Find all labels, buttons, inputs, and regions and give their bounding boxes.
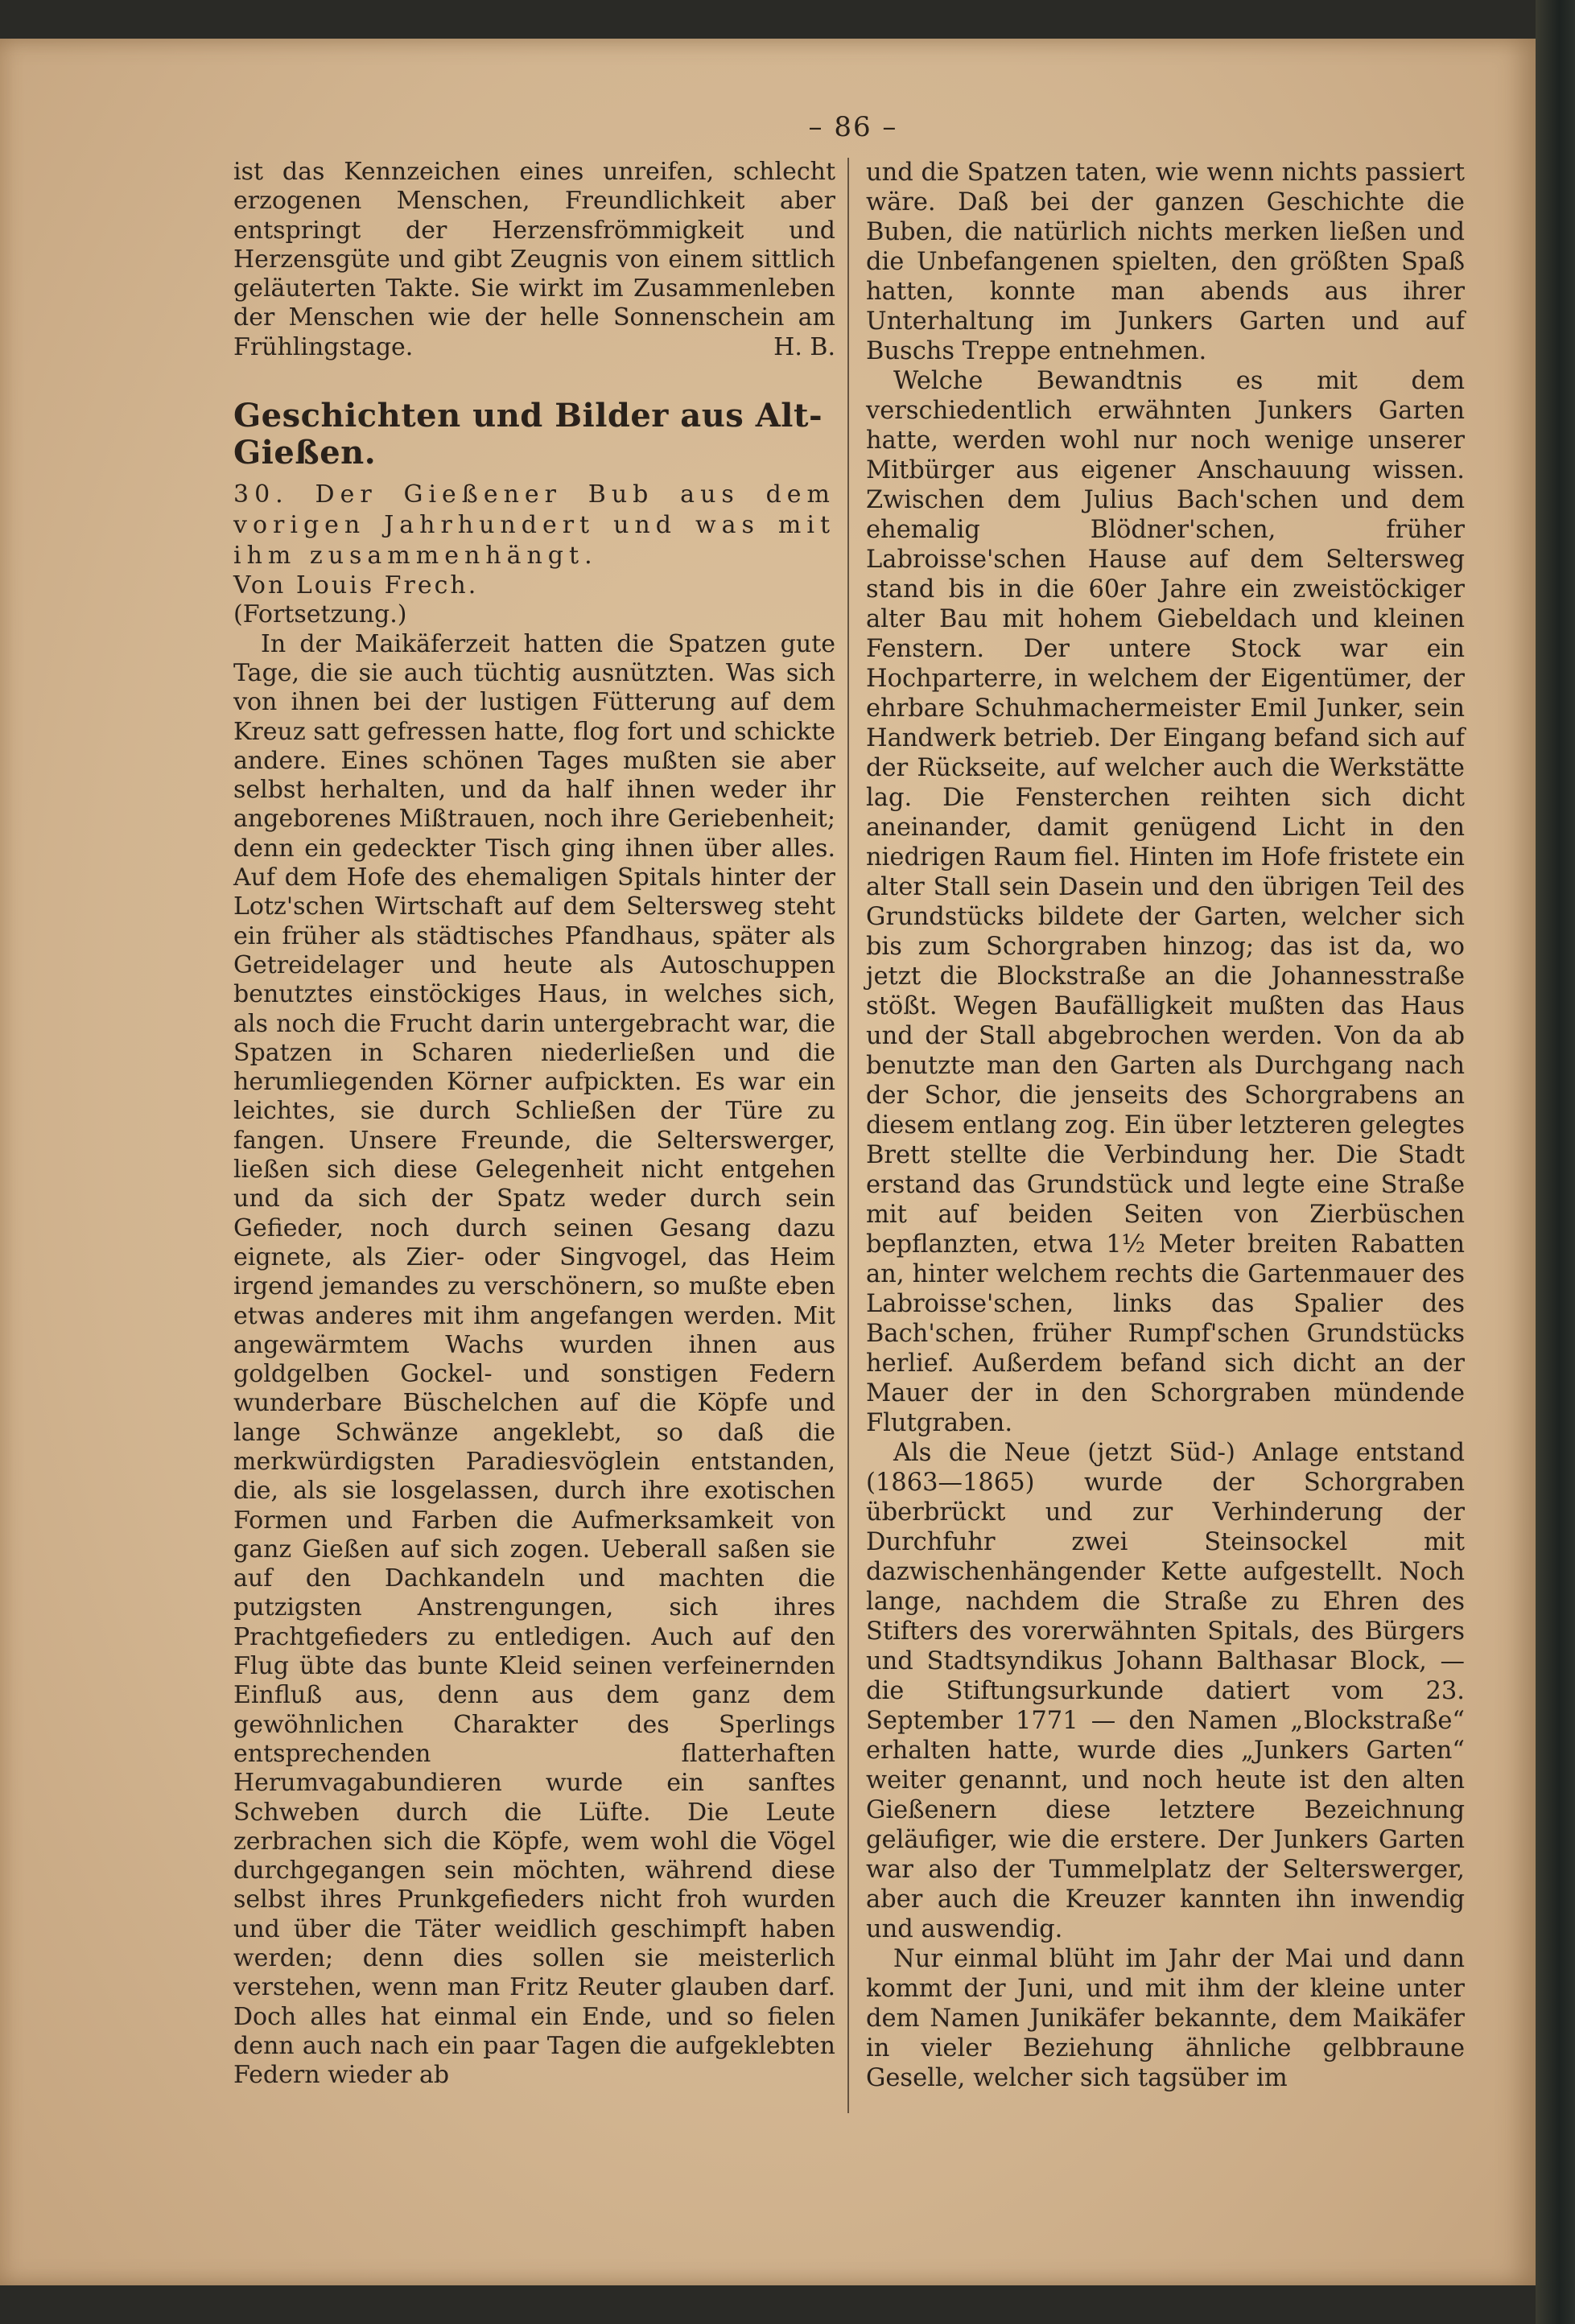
left-column <box>233 158 835 2091</box>
book-binding <box>1536 0 1575 2324</box>
intro-paragraph <box>233 158 835 362</box>
right-column <box>866 158 1465 2093</box>
intro-signature: H. B. <box>773 332 835 361</box>
article-title: 30. Der Gießener Bub aus dem vorigen Jahrhundert und was mit ihm zusammenhängt. <box>233 480 835 571</box>
body-paragraph: Nur einmal blüht im Jahr der Mai und dann kommt der Juni, und mit ihm der kleine unter dem Namen Junikäfer bekannte, dem Maikäfer in vieler Beziehung ähnliche gelbbraune Geselle, welcher sich tagsüber im <box>866 1945 1465 2092</box>
body-paragraph: und die Spatzen taten, wie wenn nichts passiert wäre. Daß bei der ganzen Geschichte die Buben, die natürlich nichts merken ließen und die Unbefangenen spielten, den größten Spaß hatten, konnte man abends aus ihrer Unterhaltung im Junkers Garten und auf Buschs Treppe entnehmen. <box>866 159 1465 365</box>
page-number: – 86 – <box>808 111 898 143</box>
column-divider <box>847 158 849 2113</box>
article-author: Von Louis Frech. <box>233 571 479 600</box>
intro-text: ist das Kennzeichen eines unreifen, schlecht erzogenen Menschen, Freundlichkeit aber entspringt der Herzensfrömmigkeit und Herzensgüte und gibt Zeugnis von einem sittlich geläuterten Takte. Sie wirkt im Zusammenleben der Menschen wie der helle Sonnenschein am Frühlingstage. <box>233 158 835 361</box>
section-title: Geschichten und Bilder aus Alt-Gießen. <box>233 397 823 472</box>
body-paragraph: Als die Neue (jetzt Süd-) Anlage entstand (1863—1865) wurde der Schorgraben überbrückt und zur Verhinderung der Durchfuhr zwei Steinsockel mit dazwischenhängender Kette aufgestellt. Noch lange, nachdem die Straße zu Ehren des Stifters des vorerwähnten Spitals, des Bürgers und Stadtsyndikus Johann Balthasar Block, — die Stiftungsurkunde datiert vom 23. September 1771 — den Namen „Blockstraße“ erhalten hatte, wurde dies „Junkers Garten“ weiter genannt, und noch heute ist den alten Gießenern diese letztere Bezeichnung geläufiger, wie die erstere. Der Junkers Garten war also der Tummelplatz der Selterswerger, aber auch die Kreuzer kannten ihn inwendig und auswendig. <box>866 1439 1465 1943</box>
continued-note: (Fortsetzung.) <box>233 600 407 629</box>
body-paragraph: Welche Bewandtnis es mit dem verschiedentlich erwähnten Junkers Garten hatte, werden wohl nur noch wenige unserer Mitbürger aus eigener Anschauung wissen. Zwischen dem Julius Bach'schen und dem ehemalig Blödner'schen, früher Labroisse'schen Hause auf dem Seltersweg stand bis in die 60er Jahre ein zweistöckiger alter Bau mit hohem Giebeldach und kleinen Fenstern. Der untere Stock war ein Hochparterre, in welchem der Eigentümer, der ehrbare Schuhmachermeister Emil Junker, sein Handwerk betrieb. Der Eingang befand sich auf der Rückseite, auf welcher auch die Werkstätte lag. Die Fensterchen reihten sich dicht aneinander, damit genügend Licht in den niedrigen Raum fiel. Hinten im Hofe fristete ein alter Stall sein Dasein und den übrigen Teil des Grundstücks bildete der Garten, welcher sich bis zum Schorgraben hinzog; das ist da, wo jetzt die Blockstraße an die Johannesstraße stößt. Wegen Baufälligkeit mußten das Haus und der Stall abgebrochen werden. Von da ab benutzte man den Garten als Durchgang nach der Schor, die jenseits des Schorgrabens an diesem entlang zog. Ein über letzteren gelegtes Brett stellte die Verbindung her. Die Stadt erstand das Grundstück und legte eine Straße mit auf beiden Seiten von Zierbüschen bepflanzten, etwa 1½ Meter breiten Rabatten an, hinter welchem rechts die Gartenmauer des Labroisse'schen, links das Spalier des Bach'schen, früher Rumpf'schen Grundstücks herlief. Außerdem befand sich dicht an der Mauer der in den Schorgraben mündende Flutgraben. <box>866 367 1465 1437</box>
body-paragraph: In der Maikäferzeit hatten die Spatzen gute Tage, die sie auch tüchtig ausnützten. Was sich von ihnen bei der lustigen Fütterung auf dem Kreuz satt gefressen hatte, flog fort und schickte andere. Eines schönen Tages mußten sie aber selbst herhalten, und da half ihnen weder ihr angeborenes Mißtrauen, noch ihre Geriebenheit; denn ein gedeckter Tisch ging ihnen über alles. Auf dem Hofe des ehemaligen Spitals hinter der Lotz'schen Wirtschaft auf dem Seltersweg steht ein früher als städtisches Pfandhaus, später als Getreidelager und heute als Autoschuppen benutztes einstöckiges Haus, in welches sich, als noch die Frucht darin untergebracht war, die Spatzen in Scharen niederließen und die herumliegenden Körner aufpickten. Es war ein leichtes, sie durch Schließen der Türe zu fangen. Unsere Freunde, die Selterswerger, ließen sich diese Gelegenheit nicht entgehen und da sich der Spatz weder durch sein Gefieder, noch durch seinen Gesang dazu eignete, als Zier- oder Singvogel, das Heim irgend jemandes zu verschönern, so mußte eben etwas anderes mit ihm angefangen werden. Mit angewärmtem Wachs wurden ihnen aus goldgelben Gockel- und sonstigen Federn wunderbare Büschelchen auf die Köpfe und lange Schwänze angeklebt, so daß die merkwürdigsten Paradiesvöglein entstanden, die, als sie losgelassen, durch ihre exotischen Formen und Farben die Aufmerksamkeit von ganz Gießen auf sich zogen. Ueberall saßen sie auf den Dachkandeln und machten die putzigsten Anstrengungen, sich ihres Prachtgefieders zu entledigen. Auch auf den Flug übte das bunte Kleid seinen verfeinernden Einfluß aus, denn aus dem ganz dem gewöhnlichen Charakter des Sperlings entsprechenden flatterhaften Herumvagabundieren wurde ein sanftes Schweben durch die Lüfte. Die Leute zerbrachen sich die Köpfe, wem wohl die Vögel durchgegangen sein möchten, während diese selbst ihres Prunkgefieders nicht froh wurden und über die Täter weidlich geschimpft haben werden; denn dies sollen sie meisterlich verstehen, wenn man Fritz Reuter glauben darf. Doch alles hat einmal ein Ende, und so fielen denn auch nach ein paar Tagen die aufgeklebten Federn wieder ab <box>233 629 835 2090</box>
